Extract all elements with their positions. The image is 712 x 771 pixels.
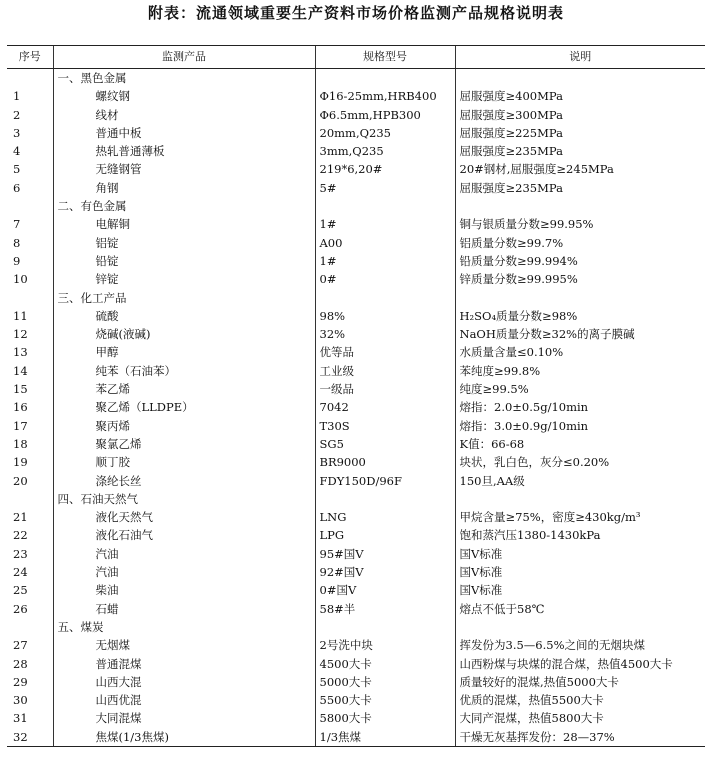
row-product: 纯苯（石油苯） <box>53 362 315 380</box>
table-row <box>7 398 705 416</box>
row-number: 17 <box>13 418 28 433</box>
row-product: 顺丁胶 <box>53 453 315 471</box>
row-spec: 32% <box>315 325 455 343</box>
table-row <box>7 453 705 471</box>
table-row <box>7 655 705 673</box>
row-product: 无烟煤 <box>53 636 315 654</box>
row-number: 3 <box>13 125 21 140</box>
category-row <box>7 618 705 636</box>
row-product: 苯乙烯 <box>53 380 315 398</box>
row-number: 2 <box>13 107 21 122</box>
row-desc: 挥发份为3.5—6.5%之间的无烟块煤 <box>455 636 705 654</box>
row-number: 15 <box>13 382 28 397</box>
header-spec: 规格型号 <box>315 46 455 69</box>
category-row <box>7 69 705 88</box>
row-product: 热轧普通薄板 <box>53 142 315 160</box>
row-desc: H₂SO₄质量分数≥98% <box>455 307 705 325</box>
table-row <box>7 472 705 490</box>
row-desc <box>455 69 705 88</box>
row-number: 25 <box>13 583 28 598</box>
row-product: 山西优混 <box>53 691 315 709</box>
table-row <box>7 215 705 233</box>
row-number <box>7 289 53 307</box>
row-spec: A00 <box>315 234 455 252</box>
row-spec: 4500大卡 <box>315 655 455 673</box>
row-spec <box>315 69 455 88</box>
row-number: 4 <box>13 144 21 159</box>
table-row <box>7 124 705 142</box>
row-number: 1 <box>13 89 21 104</box>
row-spec: 5# <box>315 179 455 197</box>
table-row <box>7 435 705 453</box>
row-spec: 1# <box>315 252 455 270</box>
row-number: 27 <box>13 638 28 653</box>
row-spec: 工业级 <box>315 362 455 380</box>
row-product: 线材 <box>53 106 315 124</box>
row-number <box>7 69 53 88</box>
table-row <box>7 600 705 618</box>
row-number <box>7 490 53 508</box>
row-spec: BR9000 <box>315 453 455 471</box>
table-row <box>7 673 705 691</box>
row-desc <box>455 289 705 307</box>
row-product: 螺纹钢 <box>53 87 315 105</box>
row-product: 无缝钢管 <box>53 160 315 178</box>
table-row <box>7 343 705 361</box>
table-header-row <box>7 46 705 69</box>
row-product: 普通混煤 <box>53 655 315 673</box>
row-spec: 92#国Ⅴ <box>315 563 455 581</box>
header-product: 监测产品 <box>53 46 315 69</box>
row-desc: 铅质量分数≥99.994% <box>455 252 705 270</box>
table-row <box>7 709 705 727</box>
table-row <box>7 563 705 581</box>
row-number: 11 <box>13 308 28 323</box>
row-spec <box>315 618 455 636</box>
row-number: 7 <box>13 217 21 232</box>
row-spec: 优等品 <box>315 343 455 361</box>
row-product: 普通中板 <box>53 124 315 142</box>
row-number: 8 <box>13 235 21 250</box>
row-number: 18 <box>13 436 28 451</box>
row-product: 汽油 <box>53 545 315 563</box>
header-no: 序号 <box>7 46 53 69</box>
row-product: 石蜡 <box>53 600 315 618</box>
row-desc: K值：66-68 <box>455 435 705 453</box>
row-spec: 219*6,20# <box>315 160 455 178</box>
row-number: 10 <box>13 272 28 287</box>
row-spec: 0#国Ⅴ <box>315 581 455 599</box>
category-row <box>7 197 705 215</box>
category-label: 三、化工产品 <box>53 289 315 307</box>
row-desc: 铜与银质量分数≥99.95% <box>455 215 705 233</box>
category-label: 四、石油天然气 <box>53 490 315 508</box>
row-number: 21 <box>13 510 28 525</box>
header-desc: 说明 <box>455 46 705 69</box>
row-spec: LPG <box>315 526 455 544</box>
table-row <box>7 325 705 343</box>
row-desc: 干燥无灰基挥发份：28—37% <box>455 728 705 747</box>
row-spec: 20mm,Q235 <box>315 124 455 142</box>
row-product: 聚氯乙烯 <box>53 435 315 453</box>
table-row <box>7 142 705 160</box>
row-number: 20 <box>13 473 28 488</box>
table-row <box>7 508 705 526</box>
row-spec: T30S <box>315 417 455 435</box>
row-desc: 国Ⅴ标准 <box>455 563 705 581</box>
table-row <box>7 179 705 197</box>
row-spec <box>315 197 455 215</box>
row-desc: 熔指：3.0±0.9g/10min <box>455 417 705 435</box>
row-product: 焦煤(1/3焦煤) <box>53 728 315 747</box>
row-spec: Φ16-25mm,HRB400 <box>315 87 455 105</box>
table-row <box>7 417 705 435</box>
table-row <box>7 106 705 124</box>
row-desc: 优质的混煤，热值5500大卡 <box>455 691 705 709</box>
row-desc: 水质量含量≤0.10% <box>455 343 705 361</box>
row-desc: 铝质量分数≥99.7% <box>455 234 705 252</box>
row-desc: 屈服强度≥235MPa <box>455 179 705 197</box>
row-spec: 2号洗中块 <box>315 636 455 654</box>
row-desc: 块状，乳白色，灰分≤0.20% <box>455 453 705 471</box>
table-row <box>7 380 705 398</box>
row-spec: 3mm,Q235 <box>315 142 455 160</box>
table-row <box>7 270 705 288</box>
row-spec: 1/3焦煤 <box>315 728 455 747</box>
row-spec: 0# <box>315 270 455 288</box>
row-product: 聚乙烯（LLDPE） <box>53 398 315 416</box>
row-desc <box>455 618 705 636</box>
category-label: 五、煤炭 <box>53 618 315 636</box>
table-row <box>7 234 705 252</box>
table-row <box>7 87 705 105</box>
row-number: 6 <box>13 180 21 195</box>
row-product: 汽油 <box>53 563 315 581</box>
row-number: 14 <box>13 363 28 378</box>
table-row <box>7 728 705 747</box>
row-desc: 国Ⅴ标准 <box>455 581 705 599</box>
row-spec: 5000大卡 <box>315 673 455 691</box>
row-spec: FDY150D/96F <box>315 472 455 490</box>
row-number: 5 <box>13 162 21 177</box>
category-row <box>7 289 705 307</box>
row-spec: 一级品 <box>315 380 455 398</box>
category-label: 二、有色金属 <box>53 197 315 215</box>
row-product: 涤纶长丝 <box>53 472 315 490</box>
row-desc: 山西粉煤与块煤的混合煤，热值4500大卡 <box>455 655 705 673</box>
row-number: 22 <box>13 528 28 543</box>
row-product: 聚丙烯 <box>53 417 315 435</box>
row-desc: 锌质量分数≥99.995% <box>455 270 705 288</box>
row-number: 19 <box>13 455 28 470</box>
table-row <box>7 526 705 544</box>
row-spec: 95#国Ⅴ <box>315 545 455 563</box>
row-product: 甲醇 <box>53 343 315 361</box>
row-number: 26 <box>13 601 28 616</box>
row-product: 角钢 <box>53 179 315 197</box>
row-desc: 苯纯度≥99.8% <box>455 362 705 380</box>
row-number: 12 <box>13 327 28 342</box>
row-desc: 屈服强度≥225MPa <box>455 124 705 142</box>
row-spec: 5500大卡 <box>315 691 455 709</box>
row-number: 9 <box>13 253 21 268</box>
row-number: 16 <box>13 400 28 415</box>
page-title: 附表：流通领域重要生产资料市场价格监测产品规格说明表 <box>147 4 564 22</box>
row-number: 24 <box>13 565 28 580</box>
row-desc: 饱和蒸汽压1380-1430kPa <box>455 526 705 544</box>
row-number <box>7 618 53 636</box>
row-product: 烧碱(液碱) <box>53 325 315 343</box>
row-product: 山西大混 <box>53 673 315 691</box>
row-spec: LNG <box>315 508 455 526</box>
row-number: 23 <box>13 546 28 561</box>
table-row <box>7 581 705 599</box>
row-number: 29 <box>13 674 28 689</box>
table-row <box>7 307 705 325</box>
row-number <box>7 197 53 215</box>
table-row <box>7 160 705 178</box>
row-desc: 屈服强度≥300MPa <box>455 106 705 124</box>
table-row <box>7 545 705 563</box>
row-desc: 纯度≥99.5% <box>455 380 705 398</box>
row-desc: 国Ⅴ标准 <box>455 545 705 563</box>
row-desc <box>455 197 705 215</box>
row-spec: 58#半 <box>315 600 455 618</box>
row-spec: 5800大卡 <box>315 709 455 727</box>
row-desc: 大同产混煤，热值5800大卡 <box>455 709 705 727</box>
row-product: 电解铜 <box>53 215 315 233</box>
row-desc: 质量较好的混煤,热值5000大卡 <box>455 673 705 691</box>
row-desc: NaOH质量分数≥32%的离子膜碱 <box>455 325 705 343</box>
row-desc: 20#钢材,屈服强度≥245MPa <box>455 160 705 178</box>
table-row <box>7 362 705 380</box>
category-row <box>7 490 705 508</box>
row-desc: 屈服强度≥235MPa <box>455 142 705 160</box>
row-spec: 7042 <box>315 398 455 416</box>
row-number: 31 <box>13 711 28 726</box>
row-product: 铅锭 <box>53 252 315 270</box>
row-product: 锌锭 <box>53 270 315 288</box>
table-row <box>7 636 705 654</box>
row-spec <box>315 490 455 508</box>
row-spec: 1# <box>315 215 455 233</box>
row-product: 硫酸 <box>53 307 315 325</box>
row-product: 液化石油气 <box>53 526 315 544</box>
row-desc: 熔指：2.0±0.5g/10min <box>455 398 705 416</box>
row-spec <box>315 289 455 307</box>
table-body <box>7 69 705 747</box>
spec-table <box>7 45 705 747</box>
row-product: 柴油 <box>53 581 315 599</box>
row-number: 32 <box>7 728 53 747</box>
row-desc: 150旦,AA级 <box>455 472 705 490</box>
row-spec: SG5 <box>315 435 455 453</box>
row-desc: 甲烷含量≥75%，密度≥430kg/m³ <box>455 508 705 526</box>
row-spec: 98% <box>315 307 455 325</box>
row-product: 铝锭 <box>53 234 315 252</box>
row-desc: 屈服强度≥400MPa <box>455 87 705 105</box>
row-desc: 熔点不低于58℃ <box>455 600 705 618</box>
table-row <box>7 252 705 270</box>
row-spec: Φ6.5mm,HPB300 <box>315 106 455 124</box>
row-product: 液化天然气 <box>53 508 315 526</box>
category-label: 一、黑色金属 <box>53 69 315 88</box>
table-row <box>7 691 705 709</box>
row-product: 大同混煤 <box>53 709 315 727</box>
row-number: 28 <box>13 656 28 671</box>
row-number: 30 <box>13 693 28 708</box>
row-number: 13 <box>13 345 28 360</box>
row-desc <box>455 490 705 508</box>
